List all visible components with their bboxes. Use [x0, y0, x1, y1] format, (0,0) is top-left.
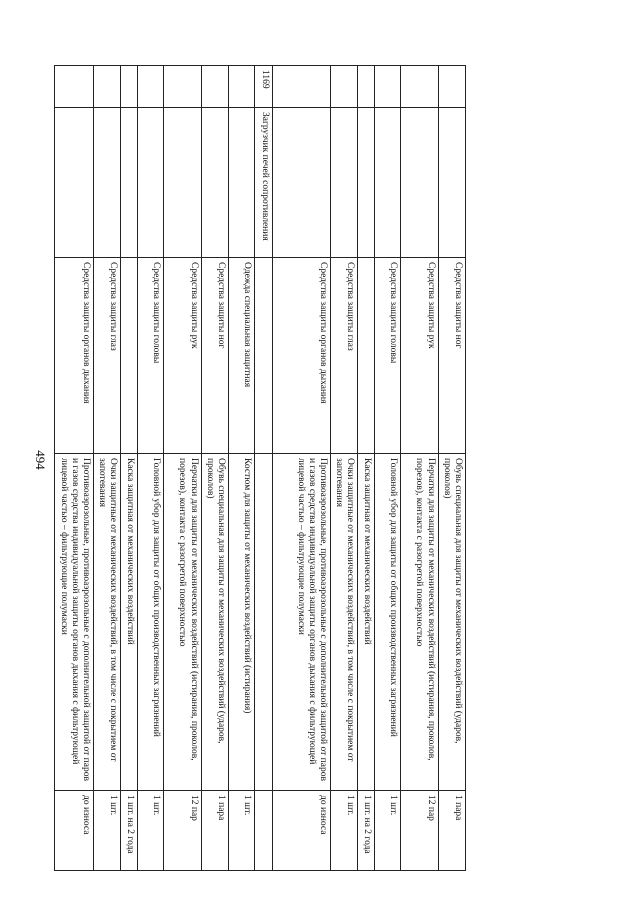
table-row: [438, 66, 465, 871]
table-row: [121, 66, 137, 871]
profession-cell: [121, 108, 137, 258]
ppe-group-cell: Одежда специальная защитная: [228, 258, 254, 454]
row-number-cell: [438, 66, 465, 108]
issue-norm-cell: до износа: [272, 791, 330, 871]
issue-norm-cell: 1 шт.: [137, 791, 163, 871]
row-number-cell: [330, 66, 357, 108]
profession-cell: [330, 108, 357, 258]
table-row: [137, 66, 163, 871]
ppe-item-cell: Очки защитные от механических воздействий, в том числе с покрытием от запотевания: [93, 454, 120, 791]
ppe-group-cell: [121, 258, 137, 454]
ppe-item-cell: Головной убор для защиты от общих производственных загрязнений: [374, 454, 400, 791]
profession-cell: [137, 108, 163, 258]
ppe-group-cell: Средства защиты органов дыхания: [272, 258, 330, 454]
row-number-cell: [93, 66, 120, 108]
table-row: [55, 66, 94, 871]
table-frame: [58, 65, 466, 870]
ppe-group-cell: Средства защиты ног: [438, 258, 465, 454]
row-number-cell: [228, 66, 254, 108]
ppe-item-cell: [254, 454, 272, 791]
profession-cell: [163, 108, 201, 258]
issue-norm-cell: 1 шт. на 2 года: [121, 791, 137, 871]
profession-cell: [272, 108, 330, 258]
ppe-group-cell: Средства защиты ног: [201, 258, 228, 454]
table-row: [254, 66, 272, 871]
row-number-cell: [137, 66, 163, 108]
issue-norm-cell: 12 пар: [400, 791, 438, 871]
issue-norm-cell: до износа: [55, 791, 94, 871]
profession-cell: [358, 108, 374, 258]
row-number-cell: [272, 66, 330, 108]
page-number: 494: [33, 450, 48, 470]
profession-cell: [400, 108, 438, 258]
row-number-cell: [201, 66, 228, 108]
rotated-table-container: [58, 65, 466, 870]
table-row: [228, 66, 254, 871]
row-number-cell: [400, 66, 438, 108]
ppe-item-cell: Перчатки для защиты от механических воздействий (истирания, проколов, порезов), контакта с разогретой поверхностью: [163, 454, 201, 791]
table-body: [55, 66, 466, 871]
ppe-item-cell: Головной убор для защиты от общих производственных загрязнений: [137, 454, 163, 791]
ppe-group-cell: [358, 258, 374, 454]
table-row: [163, 66, 201, 871]
profession-cell: [228, 108, 254, 258]
issue-norm-cell: 1 пара: [201, 791, 228, 871]
ppe-item-cell: Костюм для защиты от механических воздействий (истирания): [228, 454, 254, 791]
table-row: [358, 66, 374, 871]
ppe-group-cell: Средства защиты глаз: [330, 258, 357, 454]
profession-cell: [201, 108, 228, 258]
ppe-item-cell: Перчатки для защиты от механических воздействий (истирания, проколов, порезов), контакта с разогретой поверхностью: [400, 454, 438, 791]
table-row: [272, 66, 330, 871]
table-row: [400, 66, 438, 871]
issue-norm-cell: [254, 791, 272, 871]
issue-norm-cell: 1 пара: [438, 791, 465, 871]
ppe-item-cell: Каска защитная от механических воздействий: [121, 454, 137, 791]
ppe-group-cell: Средства защиты рук: [163, 258, 201, 454]
ppe-group-cell: Средства защиты головы: [374, 258, 400, 454]
issue-norm-cell: 1 шт.: [93, 791, 120, 871]
row-number-cell: [374, 66, 400, 108]
issue-norm-cell: 1 шт.: [330, 791, 357, 871]
row-number-cell: [121, 66, 137, 108]
table-row: [93, 66, 120, 871]
row-number-cell: [163, 66, 201, 108]
profession-cell: [438, 108, 465, 258]
profession-cell: [93, 108, 120, 258]
ppe-group-cell: Средства защиты головы: [137, 258, 163, 454]
ppe-item-cell: Обувь специальная для защиты от механических воздействий (ударов, проколов): [438, 454, 465, 791]
table-row: [201, 66, 228, 871]
ppe-item-cell: Обувь специальная для защиты от механических воздействий (ударов, проколов): [201, 454, 228, 791]
ppe-group-cell: Средства защиты рук: [400, 258, 438, 454]
issue-norm-cell: 1 шт. на 2 года: [358, 791, 374, 871]
ppe-norms-table: [54, 65, 466, 871]
table-row: [330, 66, 357, 871]
ppe-group-cell: Средства защиты глаз: [93, 258, 120, 454]
ppe-item-cell: Противоаэрозольные, противоаэрозольные с дополнительной защитой от паров и газов средства индивидуальной защиты органов дыхания с фильтрующей лицевой частью – фильтрующие полумаски: [272, 454, 330, 791]
ppe-item-cell: Противоаэрозольные, противоаэрозольные с дополнительной защитой от паров и газов средства индивидуальной защиты органов дыхания с фильтрующей лицевой частью – фильтрующие полумаски: [55, 454, 94, 791]
row-number-cell: 1169: [254, 66, 272, 108]
issue-norm-cell: 12 пар: [163, 791, 201, 871]
profession-cell: Загрузчик печей сопротивления: [254, 108, 272, 258]
row-number-cell: [55, 66, 94, 108]
profession-cell: [55, 108, 94, 258]
ppe-item-cell: Каска защитная от механических воздействий: [358, 454, 374, 791]
ppe-group-cell: [254, 258, 272, 454]
profession-cell: [374, 108, 400, 258]
ppe-item-cell: Очки защитные от механических воздействий, в том числе с покрытием от запотевания: [330, 454, 357, 791]
row-number-cell: [358, 66, 374, 108]
table-row: [374, 66, 400, 871]
issue-norm-cell: 1 шт.: [228, 791, 254, 871]
ppe-group-cell: Средства защиты органов дыхания: [55, 258, 94, 454]
issue-norm-cell: 1 шт.: [374, 791, 400, 871]
